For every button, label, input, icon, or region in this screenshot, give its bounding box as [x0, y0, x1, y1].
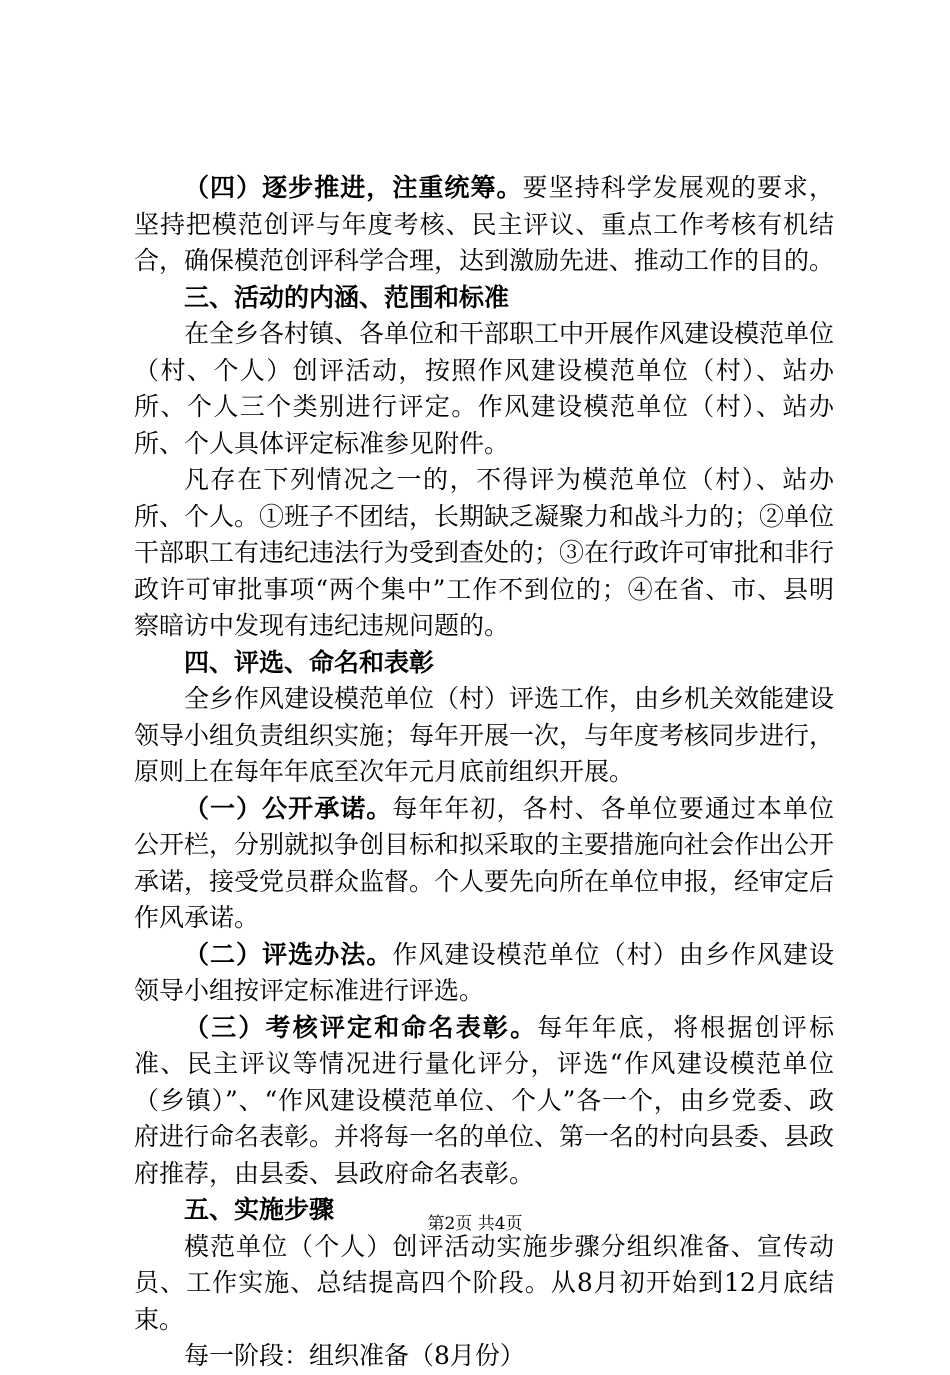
section-heading-4: 四、评选、命名和表彰 [184, 647, 435, 677]
paragraph-text: 每年年底，将根据创评标准、民主评议等情况进行量化评分，评选“作风建设模范单位（乡镇）”、“作风建设模范单位、个人”各一个，由乡党委、政府进行命名表彰。并将每一名的单位、第一名的村向县委、县政府推荐，由县委、县政府命名表彰。 [134, 1012, 835, 1188]
paragraph-selection-method [134, 937, 834, 1010]
paragraph-public-commitment [134, 791, 834, 937]
paragraph-text: 每年年初，各村、各单位要通过本单位公开栏，分别就拟争创目标和拟采取的主要措施向社会作出公开承诺，接受党员群众监督。个人要先向所在单位申报，经审定后作风承诺。 [134, 793, 835, 932]
paragraph-lead: （一）公开承诺。 [184, 793, 393, 823]
document-body [134, 170, 834, 1375]
paragraph-exclusions: 凡存在下列情况之一的，不得评为模范单位（村）、站办所、个人。①班子不团结，长期缺乏凝聚力和战斗力的；②单位干部职工有违纪违法行为受到查处的；③在行政许可审批和非行政许可审批事项“两个集中”工作不到位的；④在省、市、县明察暗访中发现有违纪违规问题的。 [134, 465, 835, 640]
paragraph-text: 作风建设模范单位（村）由乡作风建设领导小组按评定标准进行评选。 [134, 939, 834, 1005]
paragraph-lead: （四）逐步推进，注重统筹。 [184, 173, 523, 202]
paragraph-principle-4 [134, 170, 834, 280]
paragraph-selection: 全乡作风建设模范单位（村）评选工作，由乡机关效能建设领导小组负责组织实施；每年开展一次，与年度考核同步进行，原则上在每年年底至次年元月底前组织开展。 [134, 684, 835, 786]
section-heading-5: 五、实施步骤 [184, 1195, 335, 1224]
paragraph-phase-1: 每一阶段：组织准备（8月份） [184, 1341, 525, 1370]
paragraph-assessment-commendation [134, 1010, 834, 1193]
page-number-footer: 第2页 共4页 [427, 1214, 523, 1234]
paragraph-lead: （三）考核评定和命名表彰。 [184, 1012, 538, 1042]
paragraph-scope: 在全乡各村镇、各单位和干部职工中开展作风建设模范单位（村、个人）创评活动，按照作风建设模范单位（村）、站办所、个人三个类别进行评定。作风建设模范单位（村）、站办所、个人具体评定标准参见附件。 [134, 319, 835, 458]
section-heading-3: 三、活动的内涵、范围和标准 [184, 282, 510, 312]
paragraph-steps: 模范单位（个人）创评活动实施步骤分组织准备、宣传动员、工作实施、总结提高四个阶段。从8月初开始到12月底结束。 [134, 1231, 834, 1334]
paragraph-text: 要坚持科学发展观的要求，坚持把模范创评与年度考核、民主评议、重点工作考核有机结合，确保模范创评科学合理，达到激励先进、推动工作的目的。 [134, 173, 835, 275]
paragraph-lead: （二）评选办法。 [184, 939, 393, 969]
